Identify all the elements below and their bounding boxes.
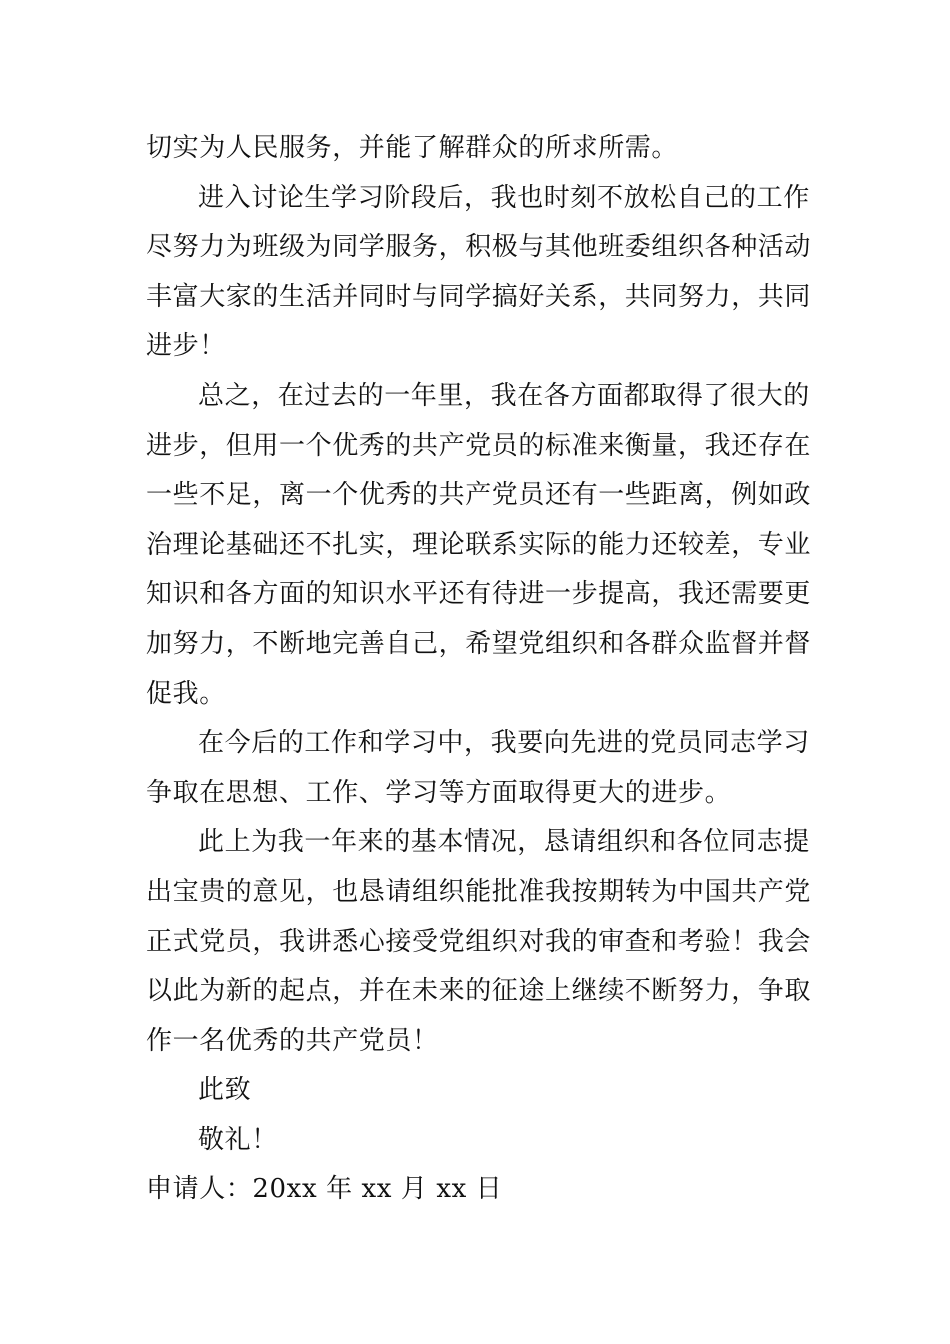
text-line: 加努力，不断地完善自己，希望党组织和各群众监督并督 (146, 628, 812, 659)
text-line: 出宝贵的意见，也恳请组织能批准我按期转为中国共产党 (146, 876, 812, 907)
text-line: 正式党员，我讲悉心接受党组织对我的审查和考验！我会 (146, 926, 812, 957)
signature-date-line: 申请人：20xx 年 xx 月 xx 日 (146, 1174, 503, 1205)
paragraph-start-line: 进入讨论生学习阶段后，我也时刻不放松自己的工作 (198, 182, 810, 213)
text-line: 治理论基础还不扎实，理论联系实际的能力还较差，专业 (146, 529, 812, 560)
document-body (146, 124, 811, 1215)
text-line: 尽努力为班级为同学服务，积极与其他班委组织各种活动 (146, 232, 812, 263)
text-line: 促我。 (146, 678, 226, 709)
text-line: 切实为人民服务，并能了解群众的所求所需。 (146, 133, 679, 163)
text-line: 知识和各方面的知识水平还有待进一步提高，我还需要更 (146, 579, 812, 610)
paragraph-start-line: 在今后的工作和学习中，我要向先进的党员同志学习 (198, 728, 810, 759)
paragraph-start-line: 此上为我一年来的基本情况，恳请组织和各位同志提 (198, 827, 810, 858)
text-line: 进步！ (146, 331, 226, 362)
paragraph-start-line: 总之，在过去的一年里，我在各方面都取得了很大的 (198, 380, 810, 411)
text-line: 作一名优秀的共产党员！ (146, 1025, 439, 1056)
closing-regards: 敬礼！ (198, 1124, 278, 1155)
text-line: 争取在思想、工作、学习等方面取得更大的进步。 (146, 777, 732, 808)
text-line: 一些不足，离一个优秀的共产党员还有一些距离，例如政 (146, 480, 812, 511)
closing-salutation: 此致 (198, 1075, 252, 1106)
text-line: 以此为新的起点，并在未来的征途上继续不断努力，争取 (146, 976, 812, 1007)
text-line: 进步，但用一个优秀的共产党员的标准来衡量，我还存在 (146, 430, 812, 461)
text-line: 丰富大家的生活并同时与同学搞好关系，共同努力，共同 (146, 281, 812, 312)
